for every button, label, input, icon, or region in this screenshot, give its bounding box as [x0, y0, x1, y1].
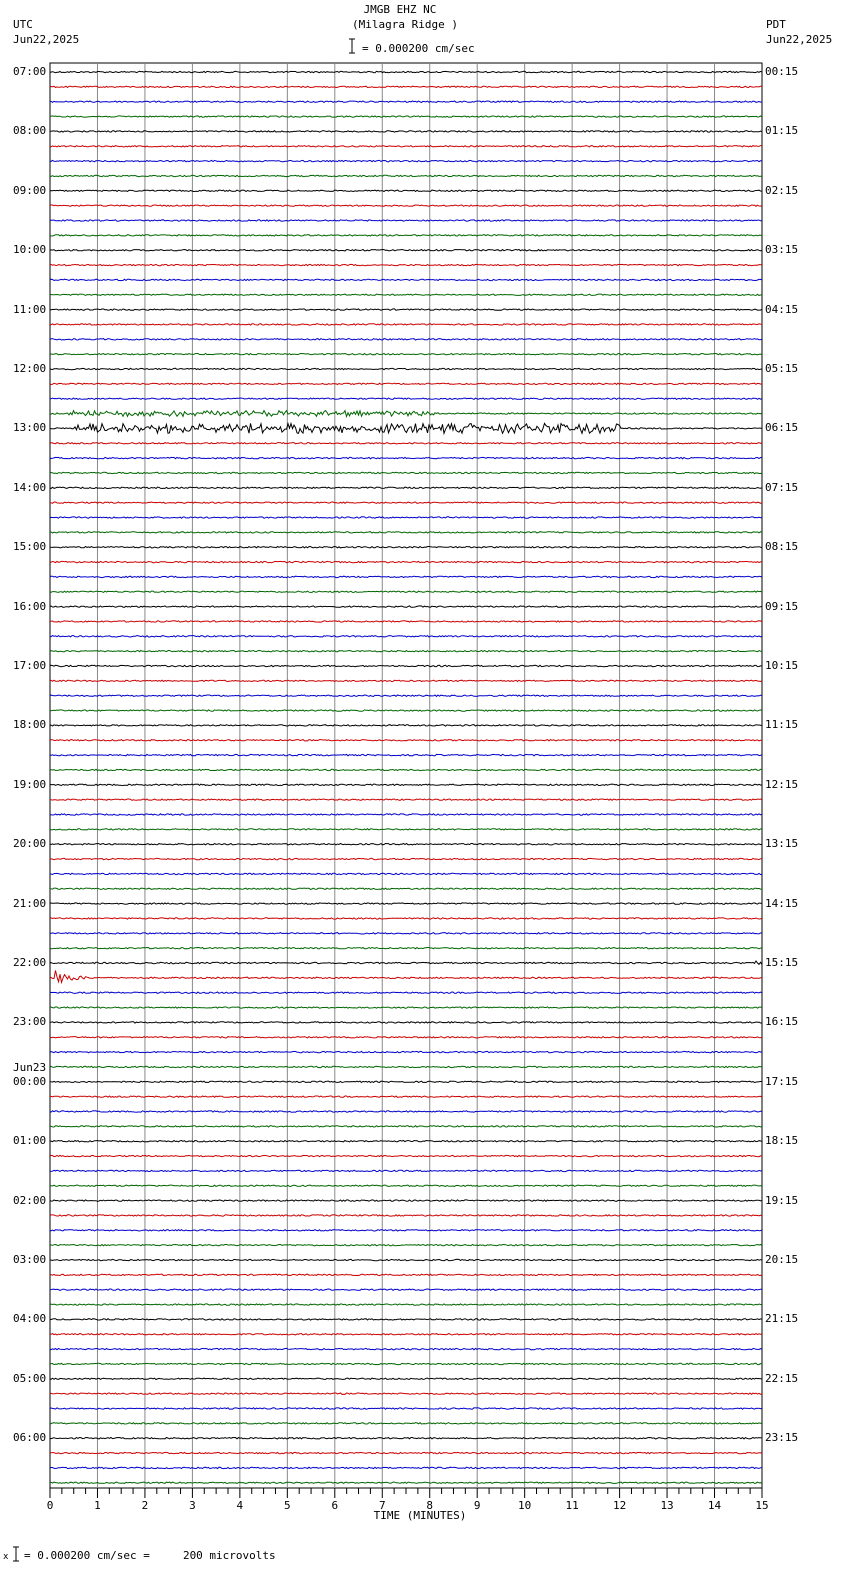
x-axis-title: TIME (MINUTES)	[373, 1509, 467, 1522]
trace-group	[50, 71, 762, 1483]
seismic-trace	[50, 294, 762, 295]
seismic-trace	[50, 1378, 762, 1379]
seismic-trace	[50, 888, 762, 889]
seismic-trace	[50, 1274, 762, 1275]
seismic-trace	[50, 1215, 762, 1216]
seismic-trace	[50, 146, 762, 147]
left-hour-label: 20:00	[13, 837, 47, 851]
seismic-trace	[50, 324, 762, 325]
seismic-trace	[50, 264, 762, 265]
seismic-trace	[50, 1096, 762, 1097]
seismic-trace	[50, 858, 762, 859]
left-hour-label: 15:00	[13, 540, 47, 554]
seismic-trace	[50, 1200, 762, 1201]
seismic-trace	[50, 576, 762, 577]
seismic-trace	[50, 354, 762, 355]
seismic-trace	[50, 383, 762, 384]
seismic-trace	[50, 769, 762, 770]
seismic-trace	[50, 665, 762, 666]
seismic-trace	[50, 250, 762, 251]
right-hour-label: 22:15	[765, 1371, 799, 1385]
seismic-trace	[50, 740, 762, 741]
right-timezone: PDT	[766, 18, 786, 31]
right-hour-label: 17:15	[765, 1074, 799, 1088]
seismic-trace	[50, 814, 762, 815]
left-date: Jun22,2025	[13, 33, 80, 46]
left-hour-label: 07:00	[13, 65, 47, 78]
left-hour-label: 05:00	[13, 1371, 47, 1385]
seismic-trace	[50, 220, 762, 221]
seismic-trace	[50, 472, 762, 473]
seismic-trace	[50, 1051, 762, 1052]
seismic-trace	[50, 101, 762, 102]
right-date: Jun22,2025	[766, 33, 833, 46]
seismic-trace	[50, 754, 762, 755]
seismic-trace	[50, 695, 762, 696]
seismic-trace	[50, 1111, 762, 1112]
seismic-trace	[50, 1423, 762, 1424]
seismic-trace	[50, 175, 762, 176]
right-hour-label: 15:15	[765, 956, 799, 969]
left-hour-label: 06:00	[13, 1431, 47, 1445]
seismic-trace	[50, 1319, 762, 1320]
seismic-trace	[50, 1289, 762, 1290]
x-tick-label: 15	[755, 1499, 769, 1512]
seismic-trace	[50, 1482, 762, 1483]
right-hour-label: 11:15	[765, 718, 799, 732]
left-hour-label: 17:00	[13, 659, 47, 672]
left-hour-label: 21:00	[13, 896, 47, 910]
left-hour-label: 09:00	[13, 183, 47, 197]
left-hour-label: 04:00	[13, 1312, 47, 1326]
seismic-trace	[50, 1141, 762, 1142]
seismic-trace	[50, 1259, 762, 1260]
right-hour-label: 03:15	[765, 243, 799, 257]
seismic-trace	[50, 1467, 762, 1468]
seismic-trace	[50, 1334, 762, 1335]
x-tick-label: 8	[426, 1499, 434, 1512]
x-tick-label: 9	[473, 1499, 481, 1512]
x-tick-label: 4	[236, 1499, 244, 1512]
x-tick-label: 7	[378, 1499, 386, 1512]
left-hour-label: 16:00	[13, 599, 47, 613]
right-hour-label: 23:15	[765, 1431, 799, 1445]
left-hour-label: 22:00	[13, 956, 47, 969]
left-hour-label: 11:00	[13, 302, 47, 316]
scale-label: = 0.000200 cm/sec	[362, 42, 475, 55]
right-hour-label: 18:15	[765, 1134, 799, 1148]
seismic-trace	[50, 411, 762, 417]
seismic-trace	[50, 398, 762, 399]
seismic-trace	[50, 1081, 762, 1082]
seismic-trace	[50, 1438, 762, 1439]
seismic-trace	[50, 903, 762, 904]
seismic-trace	[50, 1304, 762, 1305]
seismic-trace	[50, 561, 762, 562]
left-hour-label: 08:00	[13, 124, 47, 138]
seismic-trace	[50, 829, 762, 830]
x-tick-label: 3	[189, 1499, 196, 1512]
seismic-trace	[50, 591, 762, 592]
seismic-trace	[50, 368, 762, 369]
seismic-trace	[50, 784, 762, 785]
seismic-trace	[50, 205, 762, 206]
seismic-trace	[50, 948, 762, 949]
seismic-trace	[50, 873, 762, 874]
seismic-trace	[50, 116, 762, 117]
seismic-trace	[50, 309, 762, 310]
seismic-trace	[50, 1452, 762, 1453]
seismic-trace	[50, 918, 762, 919]
x-tick-label: 14	[707, 1499, 722, 1512]
x-tick-label: 1	[94, 1499, 101, 1512]
right-hour-label: 09:15	[765, 599, 799, 613]
seismic-trace	[50, 799, 762, 800]
seismic-trace	[50, 1393, 762, 1394]
seismic-trace	[50, 1185, 762, 1186]
right-hour-label: 06:15	[765, 421, 799, 435]
seismic-trace	[50, 1155, 762, 1156]
left-hour-label: 00:00	[13, 1074, 47, 1088]
x-tick-label: 6	[331, 1499, 339, 1512]
right-hour-label: 19:15	[765, 1193, 799, 1207]
x-tick-label: 5	[284, 1499, 291, 1512]
left-hour-label: 10:00	[13, 243, 47, 257]
right-hour-label: 14:15	[765, 896, 799, 910]
seismic-trace	[50, 1066, 762, 1067]
seismic-trace	[50, 961, 762, 965]
right-hour-label: 05:15	[765, 362, 799, 375]
seismic-trace	[50, 1245, 762, 1246]
seismic-trace	[50, 86, 762, 87]
seismic-trace	[50, 992, 762, 993]
right-hour-label: 04:15	[765, 302, 799, 316]
seismic-trace	[50, 1007, 762, 1008]
seismic-trace	[50, 279, 762, 280]
right-hour-label: 21:15	[765, 1312, 799, 1326]
seismic-trace	[50, 487, 762, 488]
site-title: (Milagra Ridge )	[352, 18, 458, 31]
right-hour-label: 00:15	[765, 65, 799, 78]
seismic-trace	[50, 933, 762, 934]
left-hour-label: 19:00	[13, 777, 47, 791]
left-hour-label: 23:00	[13, 1015, 47, 1029]
x-tick-label: 12	[612, 1499, 627, 1512]
seismic-trace	[50, 651, 762, 652]
seismic-trace	[50, 339, 762, 340]
seismic-trace	[50, 443, 762, 444]
seismic-trace	[50, 710, 762, 711]
right-hour-label: 10:15	[765, 659, 799, 672]
seismic-trace	[50, 1408, 762, 1409]
seismic-trace	[50, 517, 762, 518]
right-hour-label: 13:15	[765, 837, 799, 851]
x-tick-label: 2	[141, 1499, 149, 1512]
footer-scale-icon	[3, 1545, 21, 1563]
seismic-trace	[50, 1230, 762, 1231]
svg-text:x: x	[3, 1552, 9, 1562]
seismic-trace	[50, 160, 762, 161]
left-hour-label: 13:00	[13, 421, 47, 435]
seismic-trace	[50, 457, 762, 458]
seismic-trace	[50, 235, 762, 236]
seismic-trace	[50, 131, 762, 132]
seismic-trace	[50, 547, 762, 548]
x-tick-label: 11	[565, 1499, 579, 1512]
right-hour-label: 02:15	[765, 183, 799, 197]
seismic-trace	[50, 1022, 762, 1023]
seismic-trace	[50, 680, 762, 681]
seismic-trace	[50, 71, 762, 72]
right-hour-label: 07:15	[765, 480, 799, 494]
x-tick-label: 13	[660, 1499, 674, 1512]
left-hour-label: 01:00	[13, 1134, 47, 1148]
right-hour-label: 16:15	[765, 1015, 799, 1029]
left-hour-label: 14:00	[13, 480, 47, 494]
left-timezone: UTC	[13, 18, 33, 31]
footer-scale-note: = 0.000200 cm/sec = 200 microvolts	[24, 1549, 276, 1562]
seismic-trace	[50, 621, 762, 622]
seismic-trace	[50, 971, 762, 983]
seismic-trace	[50, 1037, 762, 1038]
left-hour-label: 12:00	[13, 362, 47, 375]
left-hour-label: 18:00	[13, 718, 47, 732]
seismic-trace	[50, 1348, 762, 1349]
seismic-trace	[50, 844, 762, 845]
seismic-trace	[50, 190, 762, 191]
seismic-trace	[50, 636, 762, 637]
right-hour-label: 20:15	[765, 1253, 799, 1266]
right-hour-label: 12:15	[765, 777, 799, 791]
seismic-trace	[50, 502, 762, 503]
seismic-trace	[50, 606, 762, 607]
seismic-trace	[50, 423, 762, 433]
seismic-trace	[50, 1170, 762, 1171]
date-change-label: Jun23	[13, 1060, 47, 1074]
x-tick-label: 0	[46, 1499, 54, 1512]
seismic-trace	[50, 1126, 762, 1127]
seismic-trace	[50, 725, 762, 726]
seismic-trace	[50, 532, 762, 533]
left-hour-label: 03:00	[13, 1253, 47, 1266]
right-hour-label: 08:15	[765, 540, 799, 554]
right-hour-label: 01:15	[765, 124, 799, 138]
x-tick-label: 10	[518, 1499, 532, 1512]
left-hour-label: 02:00	[13, 1193, 47, 1207]
station-title: JMGB EHZ NC	[363, 3, 437, 16]
seismic-trace	[50, 1363, 762, 1364]
